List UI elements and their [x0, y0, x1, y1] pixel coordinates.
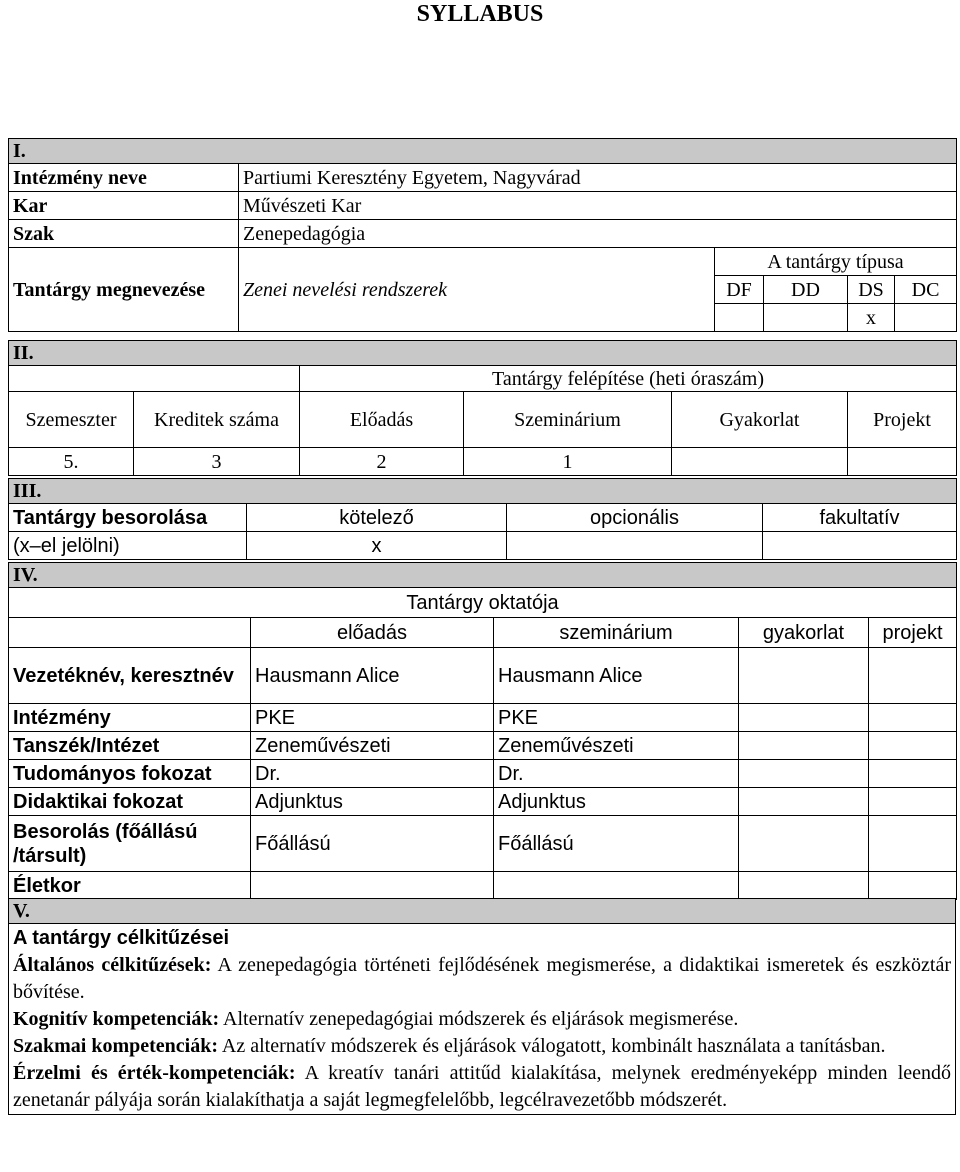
- teacher-lecture-value: PKE: [251, 704, 494, 732]
- teacher-lecture-value: Adjunktus: [251, 788, 494, 816]
- teacher-col-seminar: szeminárium: [494, 618, 739, 648]
- teacher-row-label: Besorolás (főállású /társult): [9, 816, 251, 872]
- structure-header: Tantárgy felépítése (heti óraszám): [300, 366, 957, 392]
- teacher-row-label: Didaktikai fokozat: [9, 788, 251, 816]
- faculty-label: Kar: [9, 192, 239, 220]
- objective-text: A zenepedagógia történeti fejlődésének megismerése, a didaktikai ismeretek és eszköztár bővítése.: [13, 954, 952, 1003]
- mark-optional: [507, 532, 763, 560]
- teacher-header: Tantárgy oktatója: [9, 588, 957, 618]
- project-hours: [848, 448, 957, 476]
- teacher-col-practice: gyakorlat: [739, 618, 869, 648]
- seminar-hours: 1: [464, 448, 672, 476]
- credits-label: Kreditek száma: [134, 392, 300, 448]
- section-3-heading: III.: [9, 479, 957, 504]
- type-dd-mark: [764, 304, 848, 332]
- semester-label: Szemeszter: [9, 392, 134, 448]
- classification-label: Tantárgy besorolása: [9, 504, 247, 532]
- mark-elective: [763, 532, 957, 560]
- type-ds: DS: [848, 276, 895, 304]
- teacher-lecture-value: Főállású: [251, 816, 494, 872]
- teacher-seminar-value: Hausmann Alice: [494, 648, 739, 704]
- subject-value: Zenei nevelési rendszerek: [239, 248, 715, 332]
- type-df: DF: [715, 276, 764, 304]
- type-dc: DC: [895, 276, 957, 304]
- section-4-table: [8, 562, 957, 900]
- teacher-seminar-value: PKE: [494, 704, 739, 732]
- section-1-heading: I.: [9, 139, 957, 164]
- institution-value: Partiumi Keresztény Egyetem, Nagyvárad: [239, 164, 957, 192]
- section-2-heading: II.: [9, 341, 957, 366]
- objective-professional: [9, 1033, 955, 1060]
- objective-text: A kreatív tanári attitűd kialakítása, melynek eredményeképp minden leendő zenetanár pályája során kialakíthatja a saját legmegfelelőbb, legcélravezetőbb módszerét.: [13, 1062, 952, 1111]
- subject-label: Tantárgy megnevezése: [9, 248, 239, 332]
- seminar-col: Szeminárium: [464, 392, 672, 448]
- objective-label: Érzelmi és érték-kompetenciák:: [13, 1062, 296, 1084]
- classification-note: (x–el jelölni): [9, 532, 247, 560]
- teacher-seminar-value: Főállású: [494, 816, 739, 872]
- objective-label: Általános célkitűzések:: [13, 954, 212, 976]
- teacher-seminar-value: Zeneművészeti: [494, 732, 739, 760]
- objective-text: Az alternatív módszerek és eljárások válogatott, kombinált használata a tanításban.: [218, 1035, 886, 1057]
- section-3-table: [8, 478, 957, 560]
- type-dc-mark: [895, 304, 957, 332]
- institution-label: Intézmény neve: [9, 164, 239, 192]
- lecture-hours: 2: [300, 448, 464, 476]
- teacher-seminar-value: Dr.: [494, 760, 739, 788]
- objective-emotional: [9, 1060, 955, 1114]
- semester-value: 5.: [9, 448, 134, 476]
- project-col: Projekt: [848, 392, 957, 448]
- teacher-lecture-value: [251, 872, 494, 900]
- lecture-col: Előadás: [300, 392, 464, 448]
- practice-hours: [672, 448, 848, 476]
- objectives-title: A tantárgy célkitűzései: [13, 927, 230, 949]
- document-title: SYLLABUS: [416, 1, 544, 27]
- objective-text: Alternatív zenepedagógiai módszerek és eljárások megismerése.: [219, 1008, 739, 1030]
- objective-cognitive: [9, 1006, 955, 1033]
- teacher-row-label: Vezetéknév, keresztnév: [9, 648, 251, 704]
- option-optional: opcionális: [507, 504, 763, 532]
- section-4-heading: IV.: [9, 563, 957, 588]
- teacher-row-label: Tudományos fokozat: [9, 760, 251, 788]
- credits-value: 3: [134, 448, 300, 476]
- teacher-lecture-value: Hausmann Alice: [251, 648, 494, 704]
- objective-general: [9, 952, 955, 1006]
- objective-label: Szakmai kompetenciák:: [13, 1035, 218, 1057]
- option-elective: fakultatív: [763, 504, 957, 532]
- teacher-seminar-value: Adjunktus: [494, 788, 739, 816]
- objective-label: Kognitív kompetenciák:: [13, 1008, 220, 1030]
- teacher-seminar-value: [494, 872, 739, 900]
- type-ds-mark: x: [848, 304, 895, 332]
- section-5-heading: V.: [9, 899, 956, 924]
- mark-mandatory: x: [247, 532, 507, 560]
- section-5-table: [8, 898, 956, 1115]
- teacher-lecture-value: Zeneművészeti: [251, 732, 494, 760]
- faculty-value: Művészeti Kar: [239, 192, 957, 220]
- practice-col: Gyakorlat: [672, 392, 848, 448]
- subject-type-header: A tantárgy típusa: [715, 248, 957, 276]
- section-1-table: [8, 138, 957, 332]
- teacher-row-label: Tanszék/Intézet: [9, 732, 251, 760]
- major-value: Zenepedagógia: [239, 220, 957, 248]
- section-2-table: [8, 340, 957, 476]
- type-dd: DD: [764, 276, 848, 304]
- major-label: Szak: [9, 220, 239, 248]
- option-mandatory: kötelező: [247, 504, 507, 532]
- teacher-row-label: Intézmény: [9, 704, 251, 732]
- teacher-col-project: projekt: [869, 618, 957, 648]
- teacher-lecture-value: Dr.: [251, 760, 494, 788]
- teacher-row-label: Életkor: [9, 872, 251, 900]
- teacher-col-lecture: előadás: [251, 618, 494, 648]
- type-df-mark: [715, 304, 764, 332]
